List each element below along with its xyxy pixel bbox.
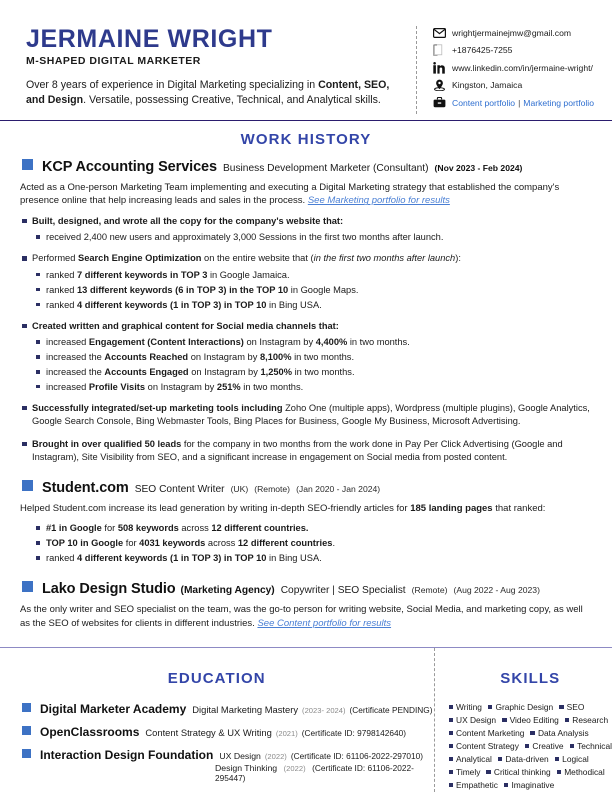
bullet-square-icon	[449, 757, 454, 762]
contact-email-row	[433, 26, 596, 39]
bullet-text: Built, designed, and wrote all the copy for the company's website that:	[32, 215, 344, 226]
contact-email[interactable]: wrightjermainejmw@gmail.com	[452, 27, 572, 38]
bullet-square-icon	[498, 757, 503, 762]
job-company: KCP Accounting Services	[42, 159, 217, 176]
skills-list	[449, 701, 612, 792]
job-bullets-kcp	[0, 215, 612, 465]
work-history-title: WORK HISTORY	[240, 131, 372, 149]
skill-row	[449, 779, 612, 792]
sub-bold: TOP 10 in Google	[46, 537, 124, 548]
sub-text-3: in two months.	[291, 351, 355, 362]
skill-label: Technical	[577, 741, 612, 752]
bullet-square-icon	[22, 159, 33, 170]
job-desc-bold: 185 landing pages	[410, 502, 493, 514]
sub-text: increased	[46, 336, 89, 347]
bullet-icon	[36, 541, 40, 545]
job-desc-text: Acted as a One-person Marketing Team implementing and executing a Digital Marketing strategy that established the company's presence online that help increasing leads and sales in the process.	[20, 182, 560, 207]
education-year: (2022)	[264, 752, 287, 762]
job-dates: (Aug 2022 - Aug 2023)	[453, 585, 540, 596]
phone-icon	[433, 44, 448, 57]
list-item	[0, 269, 612, 282]
bullet-square-icon	[22, 749, 31, 758]
education-program: Content Strategy & UX Writing	[145, 727, 272, 739]
list-item	[0, 351, 612, 364]
bullet-icon	[36, 385, 40, 389]
sub-text-3: .	[332, 537, 336, 548]
education-subitem-design-thinking	[0, 763, 434, 783]
job-role: Business Development Marketer (Consultant)	[222, 163, 429, 175]
sub-bold: #1 in Google	[46, 523, 102, 534]
skill-row	[449, 714, 612, 727]
bullet-square-icon	[449, 744, 454, 749]
header-tagline: M-SHAPED DIGITAL MARKETER	[26, 55, 201, 68]
skills-title: SKILLS	[500, 670, 561, 688]
bullet-square-icon	[22, 480, 33, 491]
contact-location: Kingston, Jamaica	[452, 80, 523, 90]
portfolio-separator: |	[518, 97, 521, 108]
education-year: (2021)	[275, 729, 298, 739]
skill-label: SEO	[566, 702, 585, 713]
list-item	[0, 252, 612, 265]
bullet-text-3: ):	[455, 253, 461, 264]
sub-bold: 13 different keywords (6 in TOP 3) in the TOP 10	[77, 284, 289, 295]
skill-label: Research	[572, 715, 609, 726]
sub-text-2: across	[205, 537, 238, 548]
education-certificate: (Certificate ID: 61106-2022-297010)	[290, 751, 424, 762]
job-header-student	[0, 480, 612, 496]
bullet-icon	[22, 324, 27, 329]
list-item	[0, 537, 612, 550]
education-program: UX Design	[219, 751, 261, 762]
location-pin-icon	[433, 79, 448, 92]
briefcase-icon	[433, 96, 448, 109]
sub-text-3: in two months.	[292, 366, 355, 377]
bullet-icon	[22, 442, 27, 447]
bullet-square-icon	[22, 581, 33, 592]
list-item	[0, 284, 612, 297]
list-item	[0, 438, 612, 465]
education-school: Digital Marketer Academy	[40, 702, 187, 717]
education-certificate: (Certificate ID: 9798142640)	[301, 728, 407, 739]
job-desc-text: Helped Student.com increase its lead generation by writing in-depth SEO-friendly articles for	[20, 502, 411, 514]
job-header-kcp	[0, 159, 612, 175]
contact-panel	[416, 26, 596, 114]
education-year: (2023- 2024)	[302, 706, 346, 716]
sub-text-2: in Bing USA.	[266, 299, 322, 310]
job-desc-text: As the only writer and SEO specialist on the team, was the go-to person for writing website, Social Media, and marketing copy, as well as the SEO of websites for clients in different industries.	[20, 604, 583, 629]
bullet-square-icon	[502, 718, 507, 723]
job-agency-type: (Marketing Agency)	[180, 585, 275, 597]
job-meta-remote: (Remote)	[411, 585, 448, 596]
skill-label: Content Strategy	[456, 741, 519, 752]
education-title: EDUCATION	[167, 670, 266, 688]
job-role: SEO Content Writer	[134, 483, 225, 495]
bullet-square-icon	[449, 770, 454, 775]
sub-metric: 4,400%	[315, 336, 348, 347]
list-item	[0, 336, 612, 349]
sub-text-2: across	[178, 523, 212, 534]
sub-bold-3: 12 different countries.	[211, 523, 309, 534]
sub-bold-2: 508 keywords	[117, 523, 179, 534]
education-certificate: (Certificate PENDING)	[349, 705, 433, 716]
sub-text-2: in Google Maps.	[288, 284, 359, 295]
job-meta-country: (UK)	[230, 483, 249, 494]
sub-text: ranked	[46, 299, 78, 310]
bullet-icon	[36, 288, 40, 292]
skill-row	[449, 701, 612, 714]
job-role: Copywriter | SEO Specialist	[280, 585, 406, 597]
education-section	[0, 648, 434, 792]
summary-bold: Content, SEO, and Design	[26, 79, 390, 107]
marketing-portfolio-link[interactable]: Marketing portfolio	[523, 97, 594, 108]
education-year: (2022)	[283, 764, 306, 774]
bullet-icon	[22, 406, 27, 411]
skill-label: Writing	[456, 702, 482, 713]
sub-text-2: in Bing USA.	[266, 552, 322, 563]
list-item	[0, 402, 612, 429]
job-description-student	[0, 502, 612, 515]
list-item	[0, 320, 612, 333]
education-program: Digital Marketing Mastery	[192, 704, 299, 716]
bullet-square-icon	[449, 783, 454, 788]
list-item	[0, 299, 612, 312]
bullet-icon	[36, 526, 40, 530]
bullet-text: for the company in two months from the work done in Pay Per Click Advertising (Google and Instagram), Site Visibility from SEO, and a significant increase in engagement on Social media from posted content.	[32, 438, 563, 463]
skill-row	[449, 740, 612, 753]
envelope-icon	[433, 26, 448, 39]
list-item	[0, 231, 612, 244]
contact-phone-row	[433, 44, 596, 57]
bullet-square-icon	[449, 731, 454, 736]
sub-text: ranked	[46, 284, 78, 295]
content-portfolio-link[interactable]: Content portfolio	[452, 97, 516, 108]
skill-label: Content Marketing	[456, 728, 525, 739]
bullet-icon	[36, 340, 40, 344]
skill-row	[449, 766, 612, 779]
bullet-square-icon	[557, 770, 562, 775]
contact-linkedin[interactable]: www.linkedin.com/in/jermaine-wright/	[452, 62, 593, 73]
bullet-text-2: on the entire website that (	[201, 253, 314, 264]
sub-text: for	[101, 523, 118, 534]
sub-metric: 8,100%	[259, 351, 292, 362]
bullet-bold: Search Engine Optimization	[78, 253, 202, 264]
bullet-square-icon	[22, 703, 31, 712]
bullet-icon	[36, 303, 40, 307]
job-company: Student.com	[42, 479, 129, 496]
marketing-portfolio-results-link[interactable]: See Marketing portfolio for results	[307, 195, 450, 207]
bullet-icon	[36, 235, 40, 239]
sub-text-2: on Instagram by	[243, 336, 316, 347]
skill-label: Analytical	[456, 754, 492, 765]
bullet-square-icon	[570, 744, 575, 749]
sub-bold: 4 different keywords (1 in TOP 3) in TOP 10	[77, 552, 267, 563]
sub-text-2: on Instagram by	[188, 351, 260, 362]
header-summary	[26, 78, 398, 108]
sub-text: ranked	[46, 552, 78, 563]
sub-bold: 7 different keywords in TOP 3	[77, 269, 208, 280]
sub-text: increased the	[46, 351, 105, 362]
sub-bold: Engagement (Content Interactions)	[88, 336, 244, 347]
sub-bold-2: 4031 keywords	[139, 537, 206, 548]
job-header-lako	[0, 581, 612, 597]
bullet-square-icon	[449, 718, 454, 723]
sub-text: ranked	[46, 269, 78, 280]
list-item	[0, 552, 612, 565]
education-item-idf	[0, 748, 434, 762]
skill-label: Video Editing	[509, 715, 559, 726]
education-program: Design Thinking	[215, 763, 278, 774]
bullet-square-icon	[504, 783, 509, 788]
skills-section	[434, 648, 612, 792]
list-item	[0, 522, 612, 535]
list-item	[0, 366, 612, 379]
sub-text-2: on Instagram by	[188, 366, 261, 377]
page-title: JERMAINE WRIGHT	[26, 25, 273, 53]
header	[0, 0, 612, 114]
sub-text-3: in two months.	[240, 381, 304, 392]
sub-bold: Accounts Engaged	[104, 366, 189, 377]
bullet-icon	[36, 355, 40, 359]
sub-bold: Accounts Reached	[104, 351, 189, 362]
contact-linkedin-row	[433, 61, 596, 74]
job-description-kcp	[0, 181, 612, 208]
list-item	[0, 215, 612, 228]
skill-label: Empathetic	[456, 780, 498, 791]
skill-label: Timely	[456, 767, 481, 778]
skill-label: UX Design	[456, 715, 497, 726]
bullet-square-icon	[488, 705, 493, 710]
bullet-icon	[36, 556, 40, 560]
summary-text-2: . Versatile, possessing Creative, Technical, and Analytical skills.	[83, 94, 381, 107]
bullet-icon	[36, 370, 40, 374]
skill-label: Data Analysis	[537, 728, 589, 739]
sub-text-3: in two months.	[347, 336, 410, 347]
job-meta-remote: (Remote)	[254, 483, 291, 494]
bullet-square-icon	[555, 757, 560, 762]
bullet-bold: Brought in over qualified 50 leads	[32, 438, 182, 449]
sub-text: increased the	[46, 366, 105, 377]
skill-row	[449, 727, 612, 740]
bullet-bold: Successfully integrated/set-up marketing tools including	[32, 402, 283, 413]
bullet-text: Created written and graphical content for Social media channels that:	[32, 320, 339, 331]
sub-bold: Profile Visits	[88, 381, 146, 392]
bullet-text: Performed	[32, 253, 78, 264]
bullet-icon	[22, 219, 27, 224]
skill-row	[449, 753, 612, 766]
bullet-square-icon	[449, 705, 454, 710]
bullet-square-icon	[525, 744, 530, 749]
bullet-square-icon	[22, 726, 31, 735]
bullet-square-icon	[530, 731, 535, 736]
bullet-text: received 2,400 new users and approximately 3,000 Sessions in the first two months after launch.	[46, 232, 444, 243]
skill-label: Imaginative	[511, 780, 555, 791]
education-item-dma	[0, 702, 434, 716]
bullet-text: Zoho One (multiple apps), Wordpress (multiple plugins), Google Analytics, Google Search Console, Bing Webmaster Tools, Bing Places for Business, Google My Business, Microsoft Advertising.	[32, 402, 590, 427]
education-school: OpenClassrooms	[40, 725, 140, 740]
linkedin-icon	[433, 61, 448, 74]
education-school: Interaction Design Foundation	[40, 748, 214, 763]
skill-label: Data-driven	[505, 754, 549, 765]
contact-portfolio-row	[433, 96, 596, 109]
bullet-square-icon	[486, 770, 491, 775]
education-certificate: (Certificate ID: 61106-2022-295447)	[215, 763, 414, 784]
content-portfolio-results-link[interactable]: See Content portfolio for results	[257, 617, 392, 629]
bullet-italic: in the first two months after launch	[313, 253, 456, 264]
sub-bold-3: 12 different countries	[237, 537, 333, 548]
education-item-openclassrooms	[0, 725, 434, 739]
bullet-icon	[22, 256, 27, 261]
job-desc-text-2: that ranked:	[492, 502, 546, 514]
sub-text-2: on Instagram by	[145, 381, 217, 392]
contact-location-row	[433, 79, 596, 92]
sub-bold: 4 different keywords (1 in TOP 3) in TOP 10	[77, 299, 267, 310]
skill-label: Logical	[562, 754, 589, 765]
skill-label: Critical thinking	[493, 767, 551, 778]
skill-label: Methodical	[564, 767, 605, 778]
job-bullets-student	[0, 522, 612, 565]
sub-text-2: in Google Jamaica.	[207, 269, 290, 280]
skill-label: Creative	[532, 741, 564, 752]
sub-text: increased	[46, 381, 89, 392]
bottom-sections	[0, 648, 612, 792]
list-item	[0, 381, 612, 394]
bullet-square-icon	[565, 718, 570, 723]
sub-metric: 251%	[216, 381, 241, 392]
header-divider	[0, 120, 612, 122]
header-identity	[26, 26, 414, 114]
job-dates: (Nov 2023 - Feb 2024)	[434, 163, 523, 174]
job-description-lako	[0, 603, 612, 630]
contact-phone[interactable]: +1876425-7255	[452, 45, 513, 55]
bullet-square-icon	[559, 705, 564, 710]
summary-text-1: Over 8 years of experience in Digital Marketing specializing in	[26, 79, 319, 92]
sub-text: for	[123, 537, 140, 548]
skill-label: Graphic Design	[495, 702, 554, 713]
sub-metric: 1,250%	[260, 366, 292, 377]
bullet-icon	[36, 273, 40, 277]
job-company: Lako Design Studio	[42, 581, 176, 598]
job-dates: (Jan 2020 - Jan 2024)	[296, 483, 381, 494]
